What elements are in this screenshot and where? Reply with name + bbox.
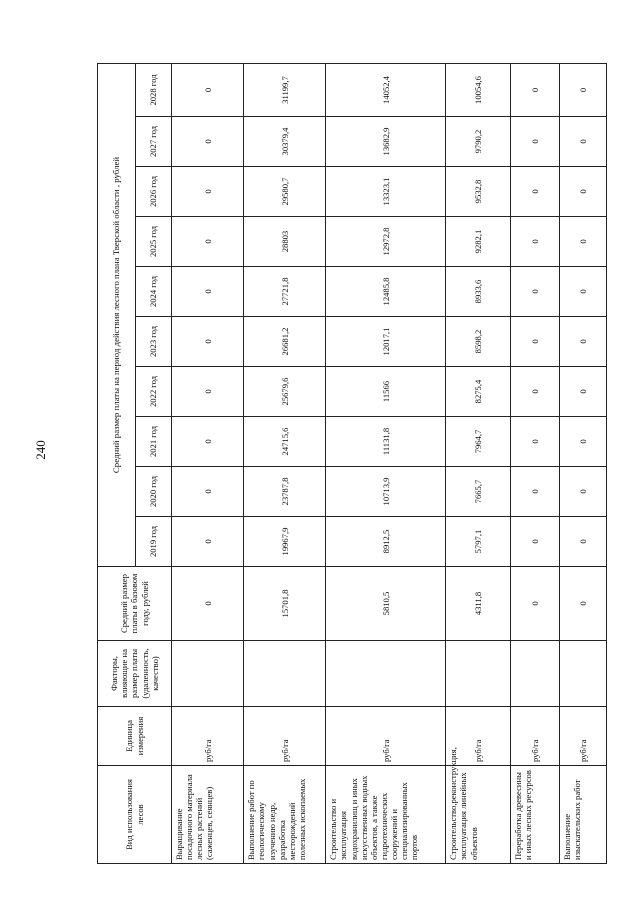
- cell-value: 0: [559, 517, 606, 567]
- header-factors: Факторы, влияющие на размер платы (удаленность, качество): [98, 641, 172, 707]
- cell-value: 0: [559, 367, 606, 417]
- header-year: 2022 год: [136, 367, 172, 417]
- header-base: Средний размер платы в базовом году, рублей: [98, 567, 172, 641]
- cell-value: 0: [559, 467, 606, 517]
- cell-base: 0: [511, 567, 560, 641]
- cell-value: 29580,7: [244, 167, 326, 217]
- cell-value: 8275,4: [446, 367, 511, 417]
- cell-unit: руб/га: [326, 707, 446, 766]
- cell-value: 11131,8: [326, 417, 446, 467]
- cell-value: 0: [559, 117, 606, 167]
- header-year: 2020 год: [136, 467, 172, 517]
- cell-value: 13682,9: [326, 117, 446, 167]
- header-year: 2027 год: [136, 117, 172, 167]
- cell-value: 8933,6: [446, 267, 511, 317]
- header-year: 2026 год: [136, 167, 172, 217]
- cell-base: 0: [172, 567, 244, 641]
- cell-value: 0: [559, 217, 606, 267]
- cell-value: 0: [559, 267, 606, 317]
- cell-value: 11566: [326, 367, 446, 417]
- cell-factors: [326, 641, 446, 707]
- cell-value: 0: [172, 64, 244, 117]
- cell-value: 25679,6: [244, 367, 326, 417]
- cell-value: 0: [172, 167, 244, 217]
- header-year: 2024 год: [136, 267, 172, 317]
- cell-value: 0: [172, 517, 244, 567]
- cell-value: 23787,8: [244, 467, 326, 517]
- cell-base: 15701,8: [244, 567, 326, 641]
- cell-value: 10713,9: [326, 467, 446, 517]
- cell-factors: [244, 641, 326, 707]
- cell-value: 0: [559, 64, 606, 117]
- cell-value: 8598,2: [446, 317, 511, 367]
- cell-kind: Выполнение изыскательских работ: [559, 766, 606, 864]
- cell-kind: Строительство и эксплуатация водохранилищ и иных искусственных водных объектов, а также гидротехнических сооружений и специализированных портов: [326, 766, 446, 864]
- cell-kind: Выполнение работ по геологическому изучению недр, разработка месторождений полезных ископаемых: [244, 766, 326, 864]
- header-year: 2019 год: [136, 517, 172, 567]
- cell-value: 0: [511, 267, 560, 317]
- table-row: [559, 64, 606, 864]
- header-year: 2021 год: [136, 417, 172, 467]
- cell-value: 19967,9: [244, 517, 326, 567]
- cell-value: 7665,7: [446, 467, 511, 517]
- cell-factors: [172, 641, 244, 707]
- cell-value: 0: [511, 317, 560, 367]
- header-kind: Вид использования лесов: [98, 766, 172, 864]
- cell-value: 0: [172, 417, 244, 467]
- cell-value: 0: [511, 467, 560, 517]
- cell-unit: руб/га: [244, 707, 326, 766]
- cell-value: 0: [172, 317, 244, 367]
- cell-value: 13323,1: [326, 167, 446, 217]
- cell-value: 0: [511, 217, 560, 267]
- table-container: [97, 64, 607, 864]
- cell-unit: руб/га: [172, 707, 244, 766]
- cell-value: 9532,8: [446, 167, 511, 217]
- cell-kind: Строительство,реконструкция, эксплуатация линейных объектов: [446, 766, 511, 864]
- cell-base: 4311,8: [446, 567, 511, 641]
- cell-value: 9790,2: [446, 117, 511, 167]
- table-row: [511, 64, 560, 864]
- cell-value: 0: [172, 367, 244, 417]
- cell-factors: [559, 641, 606, 707]
- cell-value: 5797,1: [446, 517, 511, 567]
- cell-value: 12017,1: [326, 317, 446, 367]
- cell-value: 26681,2: [244, 317, 326, 367]
- table-row: [446, 64, 511, 864]
- cell-value: 0: [511, 517, 560, 567]
- cell-kind: Выращивание посадочного материала лесных растений (саженцев, сеянцев): [172, 766, 244, 864]
- cell-kind: Переработка древесины и иных лесных ресурсов: [511, 766, 560, 864]
- forest-payment-table: [97, 63, 607, 864]
- cell-value: 30379,4: [244, 117, 326, 167]
- cell-value: 0: [172, 117, 244, 167]
- cell-factors: [511, 641, 560, 707]
- cell-value: 28803: [244, 217, 326, 267]
- cell-value: 0: [172, 267, 244, 317]
- cell-value: 31199,7: [244, 64, 326, 117]
- cell-value: 0: [172, 217, 244, 267]
- table-row: [244, 64, 326, 864]
- cell-base: 0: [559, 567, 606, 641]
- page-number: 240: [33, 440, 48, 460]
- cell-value: 14052,4: [326, 64, 446, 117]
- cell-value: 0: [511, 117, 560, 167]
- cell-value: 0: [511, 367, 560, 417]
- cell-unit: руб/га: [446, 707, 511, 766]
- header-group: Средний размер платы на период действия лесного плана Тверской области , рублей: [98, 64, 136, 567]
- cell-value: 12972,8: [326, 217, 446, 267]
- header-unit: Единица измерения: [98, 707, 172, 766]
- cell-value: 10054,6: [446, 64, 511, 117]
- cell-value: 0: [559, 417, 606, 467]
- header-year: 2023 год: [136, 317, 172, 367]
- table-row: [326, 64, 446, 864]
- table-row: [172, 64, 244, 864]
- cell-value: 0: [172, 467, 244, 517]
- cell-value: 0: [559, 317, 606, 367]
- cell-unit: руб/га: [559, 707, 606, 766]
- cell-value: 12485,8: [326, 267, 446, 317]
- cell-value: 9282,1: [446, 217, 511, 267]
- cell-value: 24715,6: [244, 417, 326, 467]
- cell-value: 7964,7: [446, 417, 511, 467]
- cell-factors: [446, 641, 511, 707]
- cell-value: 8912,5: [326, 517, 446, 567]
- cell-value: 0: [559, 167, 606, 217]
- cell-base: 5810,5: [326, 567, 446, 641]
- cell-unit: руб/га: [511, 707, 560, 766]
- cell-value: 27721,8: [244, 267, 326, 317]
- header-year: 2025 год: [136, 217, 172, 267]
- cell-value: 0: [511, 417, 560, 467]
- header-year: 2028 год: [136, 64, 172, 117]
- cell-value: 0: [511, 167, 560, 217]
- cell-value: 0: [511, 64, 560, 117]
